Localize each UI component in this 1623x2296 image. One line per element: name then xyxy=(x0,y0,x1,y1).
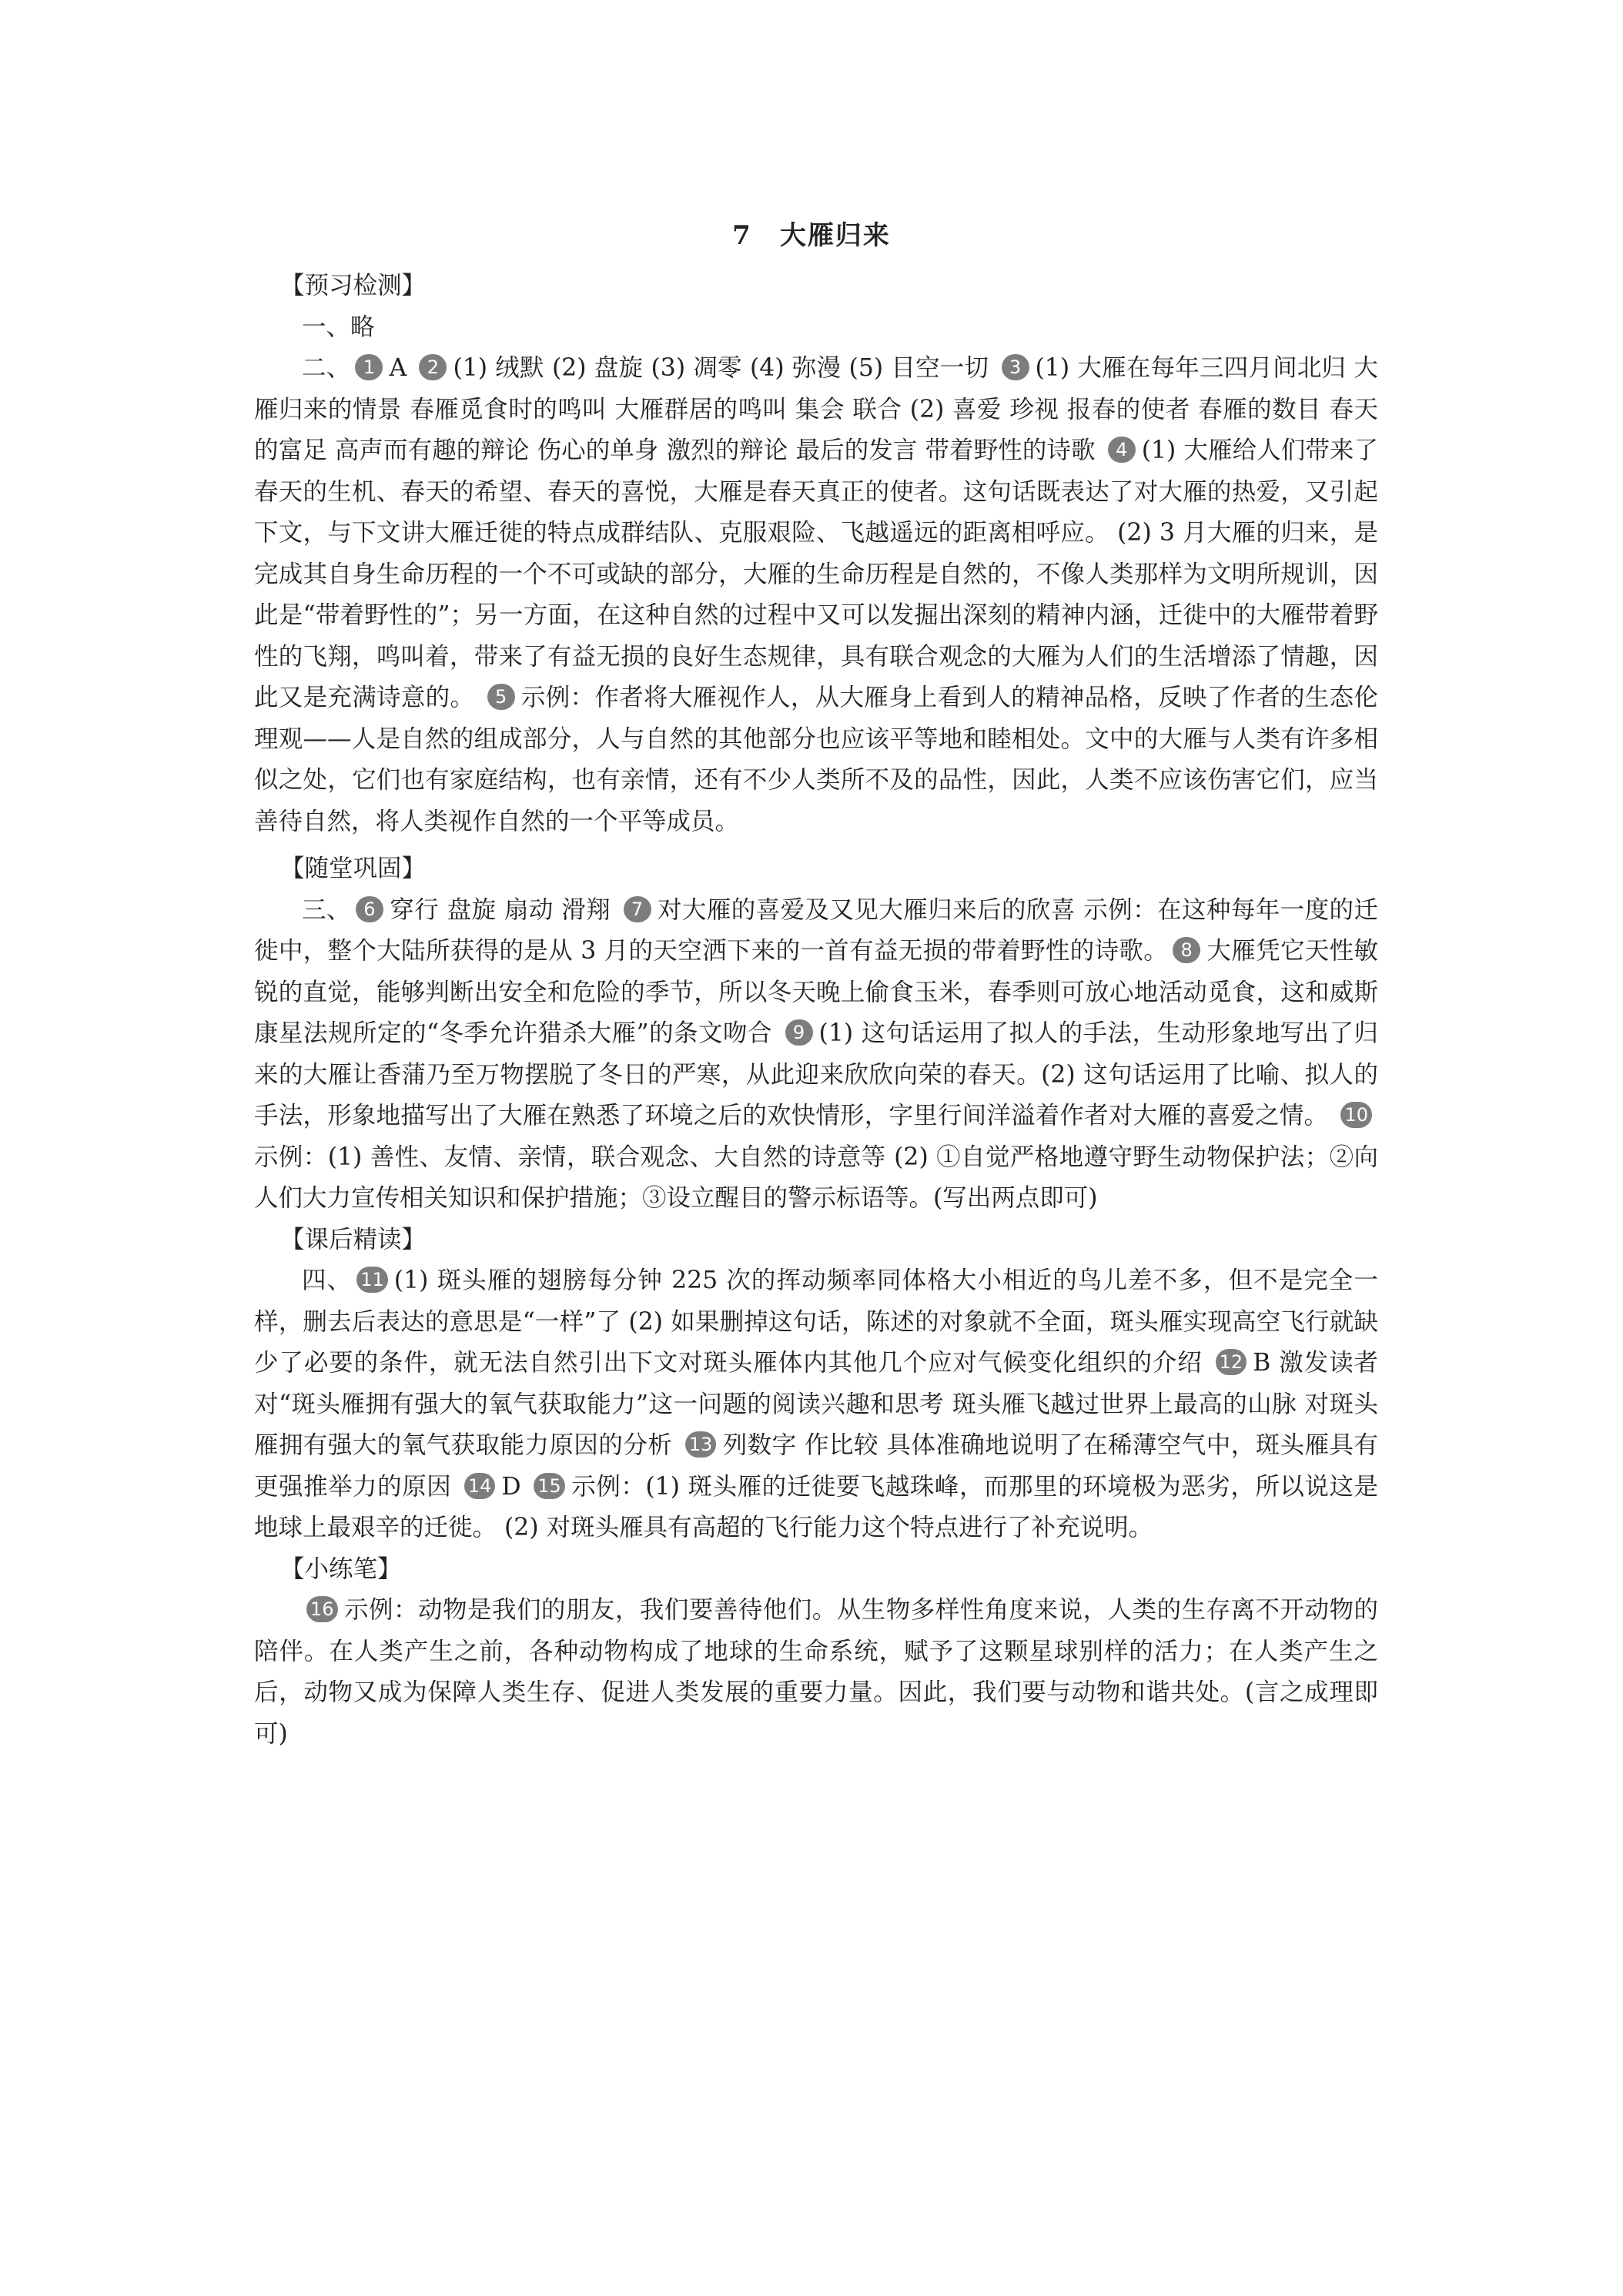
answer-text: (1) 大雁给人们带来了春天的生机、春天的希望、春天的喜悦，大雁是春天真正的使者。这句话既表达了对大雁的热爱，又引起下文，与下文讲大雁迁徙的特点成群结队、克服艰险、飞越遥远的距离相呼应。 (2) 3 月大雁的归来，是完成其自身生命历程的一个不可或缺的部分，大雁的生命历程是自然的，不像人类那样为文明所规训，因此是“带着野性的”；另一方面，在这种自然的过程中又可以发掘出深刻的精神内涵，迁徙中的大雁带着野性的飞翔，鸣叫着，带来了有益无损的良好生态规律，具有联合观念的大雁为人们的生活增添了情趣，因此又是充满诗意的。 xyxy=(254,437,1378,711)
part-label: 三、 xyxy=(302,895,351,924)
lesson-number: 7 xyxy=(732,220,752,251)
part-label: 四、 xyxy=(302,1267,353,1294)
answer-text: 示例：(1) 斑头雁的迁徙要飞越珠峰，而那里的环境极为恶劣，所以说这是地球上最艰辛的迁徙。 (2) 对斑头雁具有高超的飞行能力这个特点进行了补充说明。 xyxy=(254,1472,1379,1541)
answer-text: (1) 斑头雁的翅膀每分钟 225 次的挥动频率同体格大小相近的鸟儿差不多，但不是完全一样，删去后表达的意思是“一样”了 (2) 如果删掉这句话，陈述的对象就不全面，斑头雁实现高空飞行就缺少了必要的条件，就无法自然引出下文对斑头雁体内其他几个应对气候变化组织的介绍 xyxy=(254,1267,1378,1377)
lesson-title: 大雁归来 xyxy=(779,220,891,251)
question-badge-12: 12 xyxy=(1216,1349,1247,1375)
answer-text: 列数字 作比较 具体准确地说明了在稀薄空气中，斑头雁具有更强推举力的原因 xyxy=(254,1431,1379,1501)
page-title xyxy=(0,214,1623,252)
question-badge-13: 13 xyxy=(685,1431,717,1458)
answer-part-3 xyxy=(254,890,1378,1220)
section-heading-after: 【课后精读】 xyxy=(280,1225,427,1253)
question-badge-15: 15 xyxy=(534,1473,565,1499)
question-badge-2: 2 xyxy=(419,354,447,380)
question-badge-6: 6 xyxy=(356,896,383,922)
question-badge-9: 9 xyxy=(785,1019,813,1046)
answer-text: D xyxy=(501,1472,530,1501)
answer-text: (1) 绒默 (2) 盘旋 (3) 凋零 (4) 弥漫 (5) 目空一切 xyxy=(453,354,997,382)
question-badge-8: 8 xyxy=(1173,937,1200,963)
question-badge-11: 11 xyxy=(356,1267,388,1293)
answer-part-4 xyxy=(254,1260,1378,1549)
answer-part-1: 一、略 xyxy=(302,313,375,341)
question-badge-16: 16 xyxy=(306,1596,338,1622)
question-badge-7: 7 xyxy=(624,896,651,922)
question-badge-14: 14 xyxy=(464,1473,496,1499)
part-label: 二、 xyxy=(302,354,351,382)
section-heading-class: 【随堂巩固】 xyxy=(280,855,427,882)
answer-text: A xyxy=(389,354,415,382)
answer-text: 大雁凭它天性敏锐的直觉，能够判断出安全和危险的季节，所以冬天晚上偷食玉米，春季则可放心地活动觅食，这和威斯康星法规所定的“冬季允许猎杀大雁”的条文吻合 xyxy=(254,937,1378,1047)
question-badge-4: 4 xyxy=(1108,437,1136,463)
answer-content xyxy=(254,266,1378,1755)
question-badge-5: 5 xyxy=(487,684,515,710)
answer-text: 对大雁的喜爱及又见大雁归来后的欣喜 示例：在这种每年一度的迁徙中，整个大陆所获得的是从 3 月的天空洒下来的一首有益无损的带着野性的诗歌。 xyxy=(254,895,1378,965)
answer-text: 示例：作者将大雁视作人，从大雁身上看到人的精神品格，反映了作者的生态伦理观——人是自然的组成部分，人与自然的其他部分也应该平等地和睦相处。文中的大雁与人类有许多相似之处，它们也有家庭结构，也有亲情，还有不少人类所不及的品性，因此，人类不应该伤害它们，应当善待自然，将人类视作自然的一个平等成员。 xyxy=(254,684,1378,835)
answer-text: (1) 大雁在每年三四月间北归 大雁归来的情景 春雁觅食时的鸣叫 大雁群居的鸣叫 集会 联合 (2) 喜爱 珍视 报春的使者 春雁的数目 春天的富足 高声而有趣的辩论 伤心的单身 激烈的辩论 最后的发言 带着野性的诗歌 xyxy=(254,354,1378,464)
question-badge-10: 10 xyxy=(1340,1102,1372,1128)
section-heading-preview: 【预习检测】 xyxy=(280,272,427,300)
answer-text: B 激发读者对“斑头雁拥有强大的氧气获取能力”这一问题的阅读兴趣和思考 斑头雁飞越过世界上最高的山脉 对斑头雁拥有强大的氧气获取能力原因的分析 xyxy=(254,1349,1378,1459)
answer-part-5 xyxy=(254,1590,1378,1755)
question-badge-1: 1 xyxy=(355,354,383,380)
answer-text: 穿行 盘旋 扇动 滑翔 xyxy=(389,895,619,924)
answer-text: (1) 这句话运用了拟人的手法，生动形象地写出了归来的大雁让香蒲乃至万物摆脱了冬日的严寒，从此迎来欣欣向荣的春天。(2) 这句话运用了比喻、拟人的手法，形象地描写出了大雁在熟悉了环境之后的欢快情形，字里行间洋溢着作者对大雁的喜爱之情。 xyxy=(254,1019,1378,1130)
answer-part-2 xyxy=(254,348,1378,842)
question-badge-3: 3 xyxy=(1002,354,1029,380)
section-heading-practice: 【小练笔】 xyxy=(280,1555,402,1583)
answer-text: 示例：(1) 善性、友情、亲情，联合观念、大自然的诗意等 (2) ①自觉严格地遵守野生动物保护法；②向人们大力宣传相关知识和保护措施；③设立醒目的警示标语等。(写出两点即可) xyxy=(254,1143,1378,1212)
answer-text: 示例：动物是我们的朋友，我们要善待他们。从生物多样性角度来说，人类的生存离不开动物的陪伴。在人类产生之前，各种动物构成了地球的生命系统，赋予了这颗星球别样的活力；在人类产生之后，动物又成为保障人类生存、促进人类发展的重要力量。因此，我们要与动物和谐共处。(言之成理即可) xyxy=(254,1596,1378,1748)
